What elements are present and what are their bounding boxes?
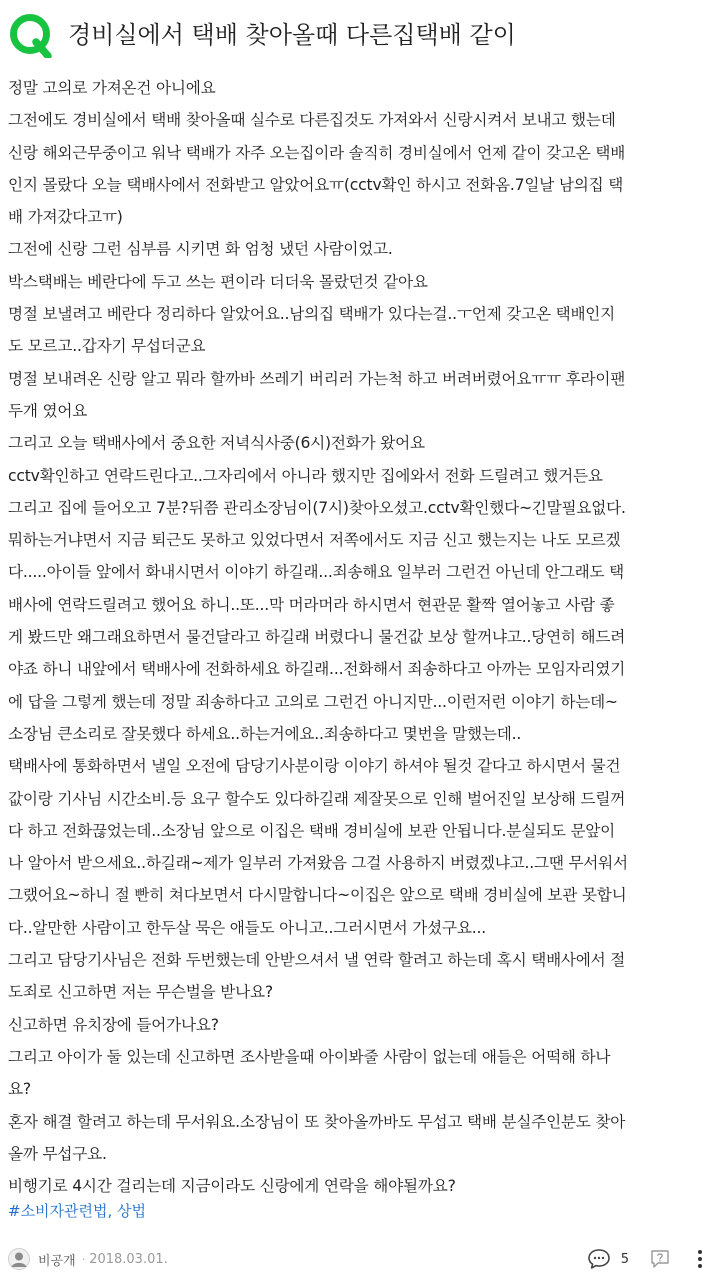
body-line: 인지 몰랐다 오늘 택배사에서 전화받고 알았어요ㅠ(cctv확인 하시고 전화옴.7일날 남의집 택	[8, 175, 624, 194]
body-line: 배 가져갔다고ㅠ)	[8, 208, 123, 227]
body-line: 두개 였어요	[8, 401, 88, 420]
question-header	[8, 12, 718, 58]
body-line: 값이랑 기사님 시간소비.등 요구 할수도 있다하길래 제잘못으로 인해 벌어진일 보상해 드릴꺼	[8, 789, 626, 808]
body-line: 뭐하는거냐면서 지금 퇴근도 못하고 있었다면서 저쪽에서도 지금 신고 했는지는 나도 모르겠	[8, 531, 621, 550]
body-line: 그리고 아이가 둘 있는데 신고하면 조사받을때 아이봐줄 사람이 없는데 애들은 어떡해 하나	[8, 1047, 611, 1066]
body-line: 신랑 해외근무중이고 워낙 택배가 자주 오는집이라 솔직히 경비실에서 언제 같이 갖고온 택배	[8, 143, 626, 162]
body-line: 신고하면 유치장에 들어가나요?	[8, 1015, 219, 1034]
speech-bubble-icon	[587, 1248, 611, 1270]
body-line: 그리고 담당기사님은 전화 두번했는데 안받으셔서 낼 연락 할려고 하는데 혹시 택배사에서 절	[8, 951, 626, 970]
body-line: 혼자 해결 할려고 하는데 무서워요.소장님이 또 찾아올까바도 무섭고 택배 분실주인분도 찾아	[8, 1112, 626, 1131]
body-line: 게 봤드만 왜그래요하면서 물건달라고 하길래 버렸다니 물건값 보상 할꺼냐고..당연히 해드려	[8, 628, 626, 647]
body-line: 다 하고 전화끊었는데..소장님 앞으로 이집은 택배 경비실에 보관 안됩니다.분실되도 문앞이	[8, 821, 616, 840]
tag-links[interactable]: #소비자관련법, 상법	[8, 1202, 147, 1220]
author-name: 비공개	[38, 1253, 76, 1269]
body-line: 다.....아이들 앞에서 화내시면서 이야기 하길래...죄송해요 일부러 그런건 아닌데 안그래도 택	[8, 563, 624, 582]
body-line: 명절 보내려온 신랑 알고 뭐라 할까바 쓰레기 버리러 가는척 하고 버려버렸어요ㅠㅠ 후라이팬	[8, 369, 626, 388]
body-line: 그리고 집에 들어오고 7분?뒤쯤 관리소장님이(7시)찾아오셨고.cctv확인했다~긴말필요없다.	[8, 498, 626, 517]
body-line: 다..알만한 사람이고 한두살 묵은 애들도 아니고..그러시면서 가셨구요...	[8, 918, 487, 937]
body-line: 요?	[8, 1080, 31, 1099]
body-line: 야죠 하니 내앞에서 택배사에 전화하세요 하길래...전화해서 죄송하다고 아까는 모임자리였기	[8, 660, 626, 679]
vertical-dots-icon	[697, 1249, 703, 1269]
share-button[interactable]	[649, 1248, 671, 1270]
anonymous-avatar-icon	[8, 1248, 30, 1270]
more-menu-button[interactable]	[697, 1249, 703, 1269]
body-line: 도 모르고..갑자기 무섭더군요	[8, 337, 206, 356]
body-line: 나 알아서 받으세요..하길래~제가 일부러 가져왔음 그걸 사용하지 버렸겠냐고..그땐 무서워서	[8, 854, 628, 873]
body-line: 그랬어요~하니 절 빤히 쳐다보면서 다시말합니다~이집은 앞으로 택배 경비실에 보관 못합니	[8, 886, 627, 905]
body-line: 택배사에 통화하면서 낼일 오전에 담당기사분이랑 이야기 하셔야 될것 같다고 하시면서 물건	[8, 757, 621, 776]
post-date: 2018.03.01.	[89, 1251, 168, 1267]
body-line: 올까 무섭구요.	[8, 1144, 107, 1163]
body-line: cctv확인하고 연락드린다고..그자리에서 아니라 했지만 집에와서 전화 드릴려고 했거든요	[8, 466, 603, 485]
body-line: 그리고 오늘 택배사에서 중요한 저녁식사중(6시)전화가 왔어요	[8, 434, 425, 453]
meta-separator: ·	[81, 1252, 86, 1266]
body-line: 에 답을 그렇게 했는데 정말 죄송하다고 고의로 그런건 아니지만...이런저런 이야기 하는데~	[8, 692, 618, 711]
comment-count: 5	[620, 1251, 629, 1267]
q-badge-icon	[8, 12, 54, 58]
body-line: 그전에 신랑 그런 심부름 시키면 화 엄청 냈던 사람이었고.	[8, 240, 393, 259]
body-line: 그전에도 경비실에서 택배 찾아올때 실수로 다른집것도 가져와서 신랑시켜서 보내고 했는데	[8, 111, 616, 130]
post-footer	[8, 1244, 715, 1274]
body-line: 배사에 연락드릴려고 했어요 하니..또...막 머라머라 하시면서 현관문 활짝 열어놓고 사람 좋	[8, 595, 615, 614]
body-line: 비행기로 4시간 걸리는데 지금이라도 신랑에게 연락을 해야될까요?	[8, 1177, 456, 1196]
question-body	[8, 72, 713, 1202]
question-title: 경비실에서 택배 찾아올때 다른집택배 같이	[68, 21, 516, 49]
body-line: 정말 고의로 가져온건 아니에요	[8, 79, 216, 97]
body-line: 도죄로 신고하면 저는 무슨벌을 받나요?	[8, 983, 273, 1002]
body-line: 명절 보낼려고 베란다 정리하다 알았어요..남의집 택배가 있다는걸..ㅜ언제 갖고온 택배인지	[8, 305, 616, 324]
body-line: 박스택배는 베란다에 두고 쓰는 편이라 더더욱 몰랐던것 같아요	[8, 272, 428, 291]
comment-button[interactable]	[587, 1248, 629, 1270]
question-share-icon	[649, 1248, 671, 1270]
body-line: 소장님 큰소리로 잘못했다 하세요..하는거에요..죄송하다고 몇번을 말했는데..	[8, 724, 522, 743]
